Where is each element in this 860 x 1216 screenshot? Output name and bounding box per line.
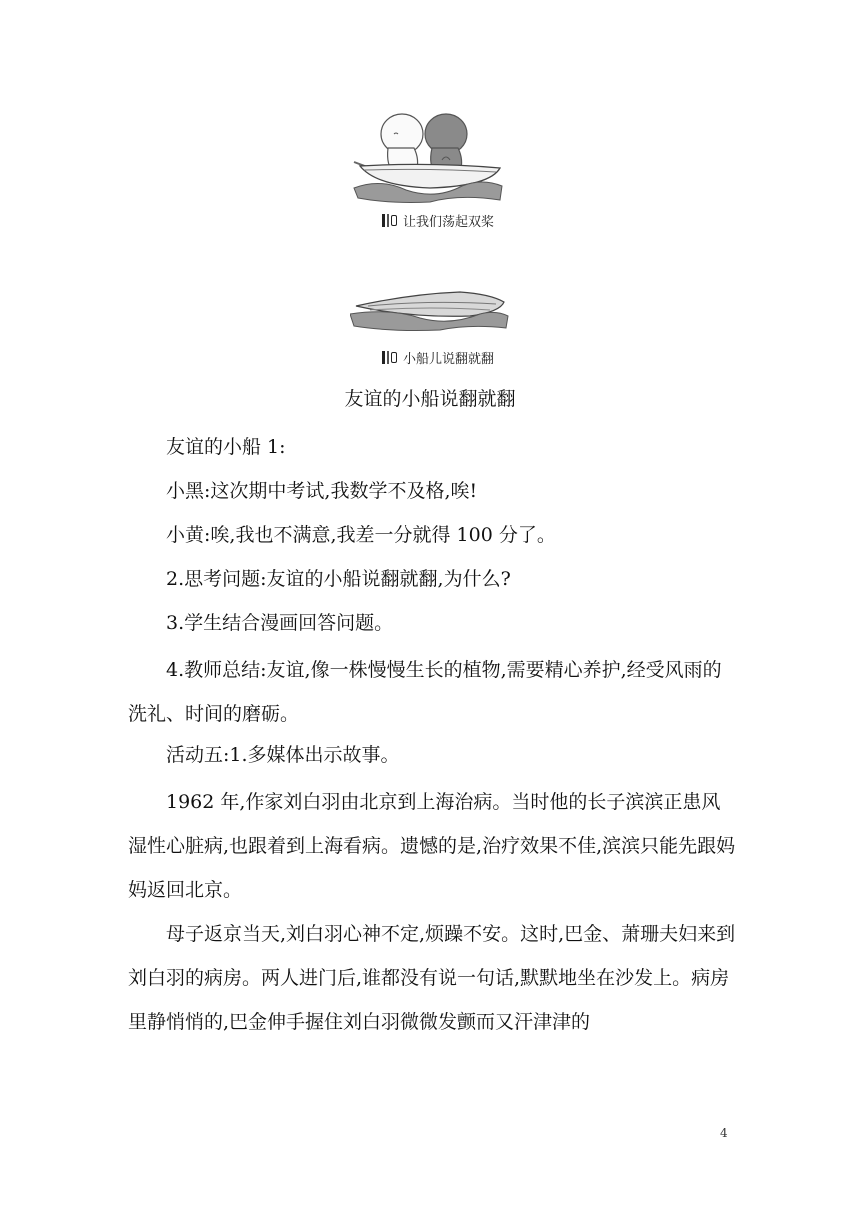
paragraph-4: 2.思考问题:友谊的小船说翻就翻,为什么? <box>166 568 511 590</box>
figure-boat-capsized <box>0 288 860 334</box>
figure-boat-rowing <box>0 104 860 204</box>
figure-2-caption <box>382 348 494 367</box>
paragraph-5: 3.学生结合漫画回答问题。 <box>166 612 394 634</box>
caption-marker-icon <box>382 351 397 364</box>
paragraph-8: 1962 年,作家刘白羽由北京到上海治病。当时他的长子滨滨正患风湿性心脏病,也跟着到上海看病。遗憾的是,治疗效果不佳,滨滨只能先跟妈妈返回北京。 <box>128 791 736 901</box>
paragraph-1: 友谊的小船 1: <box>166 436 286 458</box>
paragraph-3: 小黄:唉,我也不满意,我差一分就得 100 分了。 <box>166 524 556 546</box>
figure-1-caption-text: 让我们荡起双桨 <box>403 215 495 230</box>
section-title: 友谊的小船说翻就翻 <box>344 388 516 410</box>
paragraph-6: 4.教师总结:友谊,像一株慢慢生长的植物,需要精心养护,经受风雨的洗礼、时间的磨砺。 <box>128 659 722 725</box>
boat-illustration-2 <box>350 288 510 334</box>
caption-marker-icon <box>382 214 397 227</box>
page-number: 4 <box>720 1126 728 1140</box>
paragraph-7: 活动五:1.多媒体出示故事。 <box>166 744 400 766</box>
boat-illustration-1 <box>350 104 510 204</box>
figure-1-caption <box>382 211 494 230</box>
figure-2-caption-text: 小船儿说翻就翻 <box>403 352 495 367</box>
paragraph-2: 小黑:这次期中考试,我数学不及格,唉! <box>166 480 478 502</box>
paragraph-9: 母子返京当天,刘白羽心神不定,烦躁不安。这时,巴金、萧珊夫妇来到刘白羽的病房。两人进门后,谁都没有说一句话,默默地坐在沙发上。病房里静悄悄的,巴金伸手握住刘白羽微微发颤而又汗津津的 <box>128 923 736 1033</box>
